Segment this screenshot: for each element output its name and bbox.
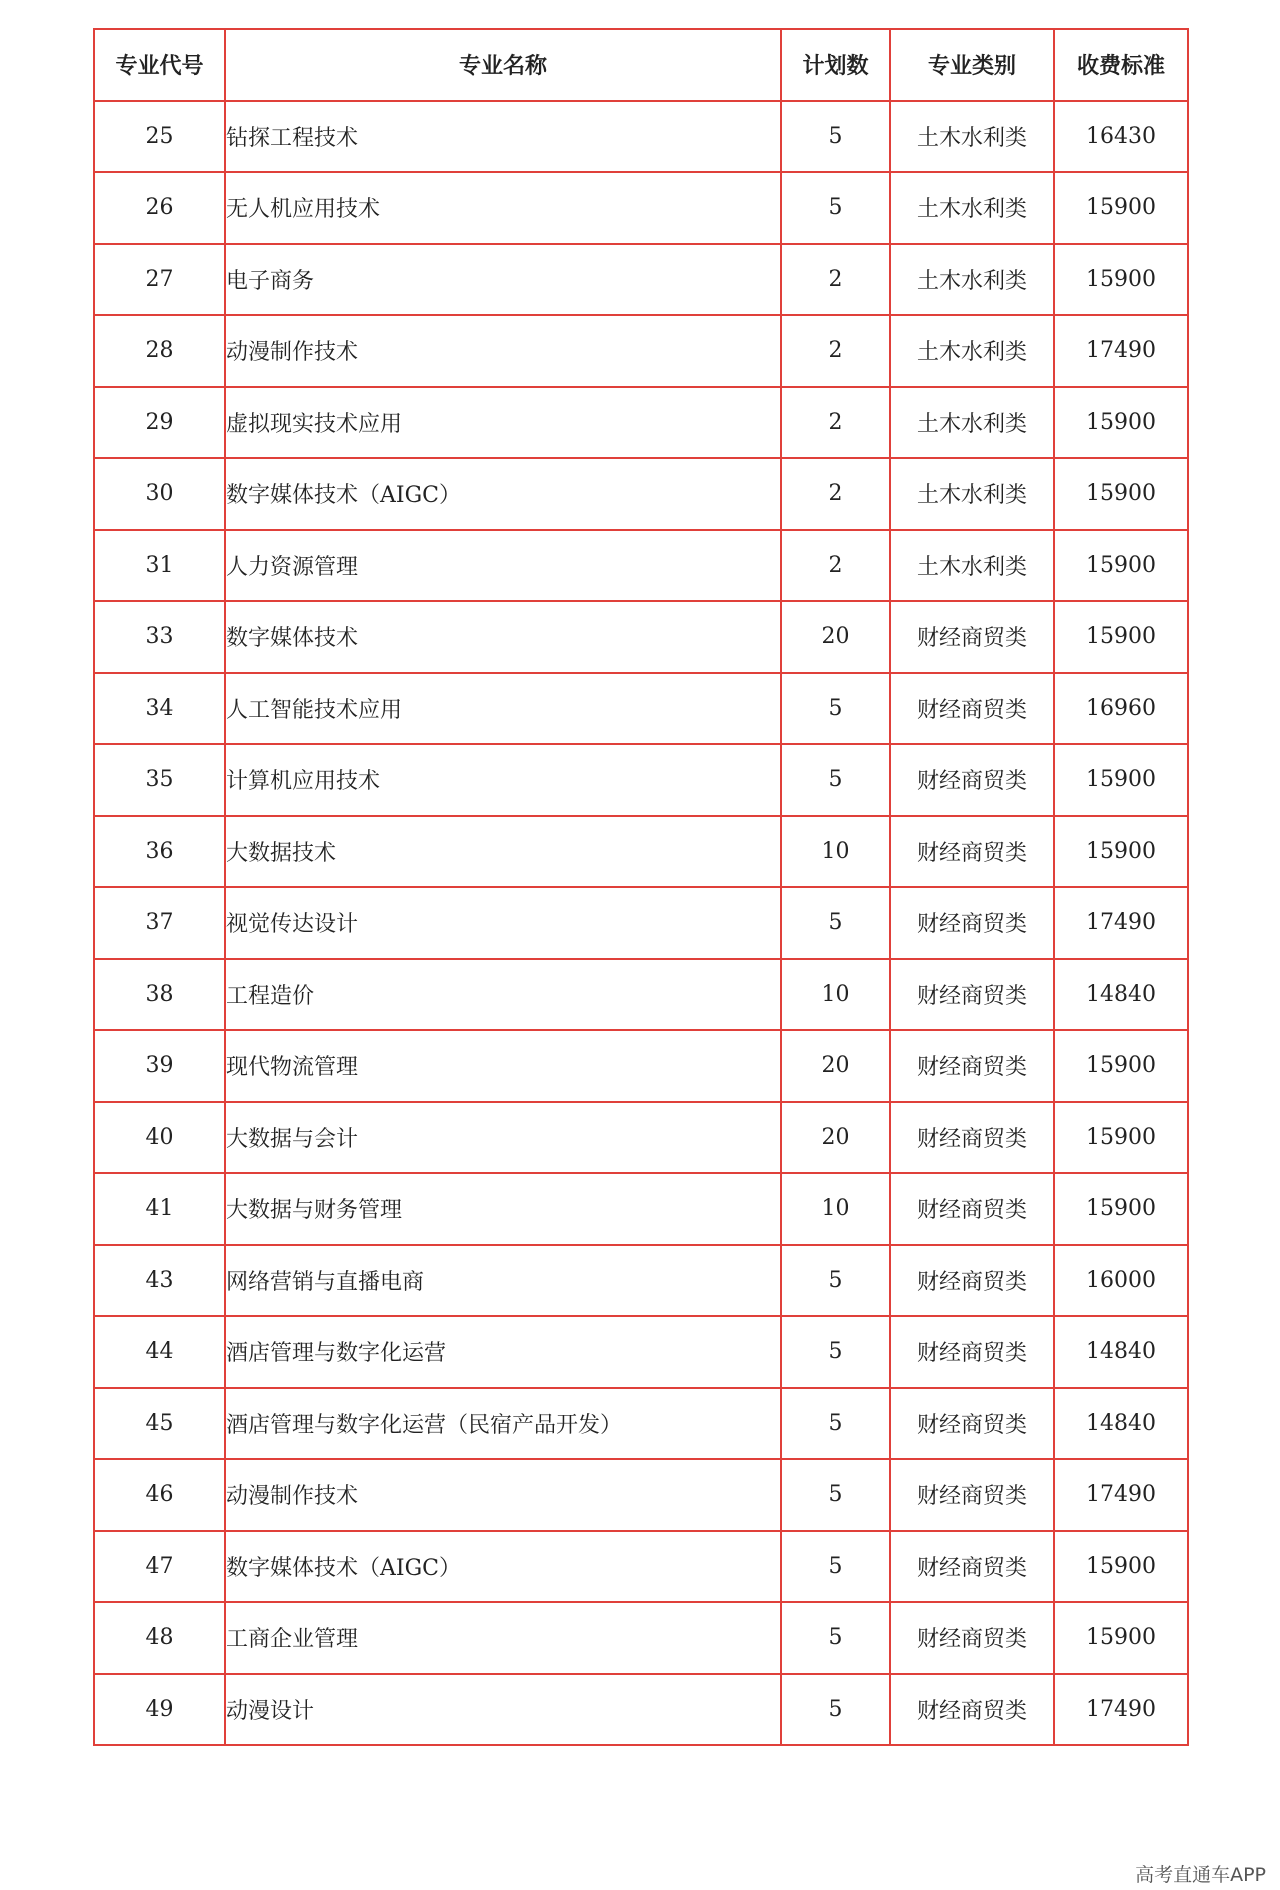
cell-count: 20: [781, 1030, 890, 1102]
cell-code: 45: [94, 1388, 225, 1460]
cell-fee: 14840: [1054, 959, 1188, 1031]
table-row: [94, 744, 1188, 816]
cell-count: 5: [781, 1316, 890, 1388]
table-row: [94, 1173, 1188, 1245]
cell-count: 10: [781, 1173, 890, 1245]
cell-category: 财经商贸类: [890, 673, 1054, 745]
cell-category: 财经商贸类: [890, 601, 1054, 673]
table-row: [94, 1674, 1188, 1746]
cell-fee: 16430: [1054, 101, 1188, 173]
cell-code: 27: [94, 244, 225, 316]
cell-fee: 17490: [1054, 887, 1188, 959]
cell-category: 财经商贸类: [890, 816, 1054, 888]
table-row: [94, 530, 1188, 602]
cell-fee: 17490: [1054, 315, 1188, 387]
cell-name: 人工智能技术应用: [225, 673, 781, 745]
cell-category: 财经商贸类: [890, 1674, 1054, 1746]
header-count: 计划数: [781, 29, 890, 101]
cell-count: 2: [781, 244, 890, 316]
cell-code: 40: [94, 1102, 225, 1174]
cell-code: 29: [94, 387, 225, 459]
cell-category: 土木水利类: [890, 172, 1054, 244]
cell-code: 35: [94, 744, 225, 816]
cell-code: 46: [94, 1459, 225, 1531]
cell-code: 43: [94, 1245, 225, 1317]
table-row: [94, 1245, 1188, 1317]
cell-count: 20: [781, 601, 890, 673]
cell-count: 10: [781, 959, 890, 1031]
header-name: 专业名称: [225, 29, 781, 101]
cell-fee: 17490: [1054, 1459, 1188, 1531]
cell-code: 28: [94, 315, 225, 387]
cell-name: 视觉传达设计: [225, 887, 781, 959]
cell-code: 37: [94, 887, 225, 959]
cell-count: 2: [781, 387, 890, 459]
table-row: [94, 1316, 1188, 1388]
cell-count: 5: [781, 1459, 890, 1531]
table-row: [94, 1030, 1188, 1102]
cell-category: 财经商贸类: [890, 1388, 1054, 1460]
cell-count: 5: [781, 1531, 890, 1603]
cell-category: 土木水利类: [890, 101, 1054, 173]
cell-fee: 15900: [1054, 1030, 1188, 1102]
cell-fee: 16960: [1054, 673, 1188, 745]
cell-count: 2: [781, 458, 890, 530]
cell-category: 财经商贸类: [890, 1531, 1054, 1603]
cell-name: 网络营销与直播电商: [225, 1245, 781, 1317]
table-body: [94, 101, 1188, 1746]
cell-code: 31: [94, 530, 225, 602]
cell-name: 数字媒体技术: [225, 601, 781, 673]
table-header-row: [94, 29, 1188, 101]
cell-name: 大数据与财务管理: [225, 1173, 781, 1245]
cell-category: 土木水利类: [890, 458, 1054, 530]
cell-code: 49: [94, 1674, 225, 1746]
header-fee: 收费标准: [1054, 29, 1188, 101]
cell-code: 41: [94, 1173, 225, 1245]
cell-category: 财经商贸类: [890, 1602, 1054, 1674]
cell-fee: 14840: [1054, 1316, 1188, 1388]
cell-name: 工程造价: [225, 959, 781, 1031]
cell-count: 5: [781, 1245, 890, 1317]
watermark-text: 高考直通车APP: [1135, 1864, 1266, 1886]
table-row: [94, 673, 1188, 745]
cell-category: 财经商贸类: [890, 744, 1054, 816]
cell-count: 5: [781, 1602, 890, 1674]
cell-code: 26: [94, 172, 225, 244]
cell-code: 33: [94, 601, 225, 673]
cell-name: 计算机应用技术: [225, 744, 781, 816]
cell-fee: 15900: [1054, 601, 1188, 673]
cell-fee: 15900: [1054, 1531, 1188, 1603]
cell-count: 5: [781, 887, 890, 959]
cell-count: 5: [781, 172, 890, 244]
cell-name: 钻探工程技术: [225, 101, 781, 173]
cell-fee: 15900: [1054, 244, 1188, 316]
cell-category: 财经商贸类: [890, 959, 1054, 1031]
cell-category: 土木水利类: [890, 315, 1054, 387]
cell-code: 47: [94, 1531, 225, 1603]
cell-count: 5: [781, 1388, 890, 1460]
cell-code: 44: [94, 1316, 225, 1388]
cell-count: 20: [781, 1102, 890, 1174]
cell-category: 财经商贸类: [890, 887, 1054, 959]
cell-code: 38: [94, 959, 225, 1031]
cell-name: 数字媒体技术（AIGC）: [225, 1531, 781, 1603]
cell-fee: 15900: [1054, 458, 1188, 530]
cell-name: 动漫设计: [225, 1674, 781, 1746]
cell-name: 大数据与会计: [225, 1102, 781, 1174]
cell-fee: 15900: [1054, 387, 1188, 459]
cell-code: 36: [94, 816, 225, 888]
cell-count: 2: [781, 530, 890, 602]
cell-category: 财经商贸类: [890, 1245, 1054, 1317]
cell-name: 电子商务: [225, 244, 781, 316]
table-row: [94, 172, 1188, 244]
table-row: [94, 101, 1188, 173]
table-row: [94, 959, 1188, 1031]
cell-category: 土木水利类: [890, 244, 1054, 316]
cell-name: 动漫制作技术: [225, 1459, 781, 1531]
majors-table: [93, 28, 1189, 1746]
cell-category: 财经商贸类: [890, 1173, 1054, 1245]
cell-code: 39: [94, 1030, 225, 1102]
cell-fee: 15900: [1054, 1173, 1188, 1245]
cell-category: 土木水利类: [890, 387, 1054, 459]
cell-name: 动漫制作技术: [225, 315, 781, 387]
table-row: [94, 601, 1188, 673]
cell-count: 5: [781, 744, 890, 816]
table-row: [94, 244, 1188, 316]
cell-fee: 14840: [1054, 1388, 1188, 1460]
cell-category: 财经商贸类: [890, 1316, 1054, 1388]
cell-fee: 15900: [1054, 816, 1188, 888]
cell-name: 现代物流管理: [225, 1030, 781, 1102]
cell-category: 财经商贸类: [890, 1030, 1054, 1102]
header-category: 专业类别: [890, 29, 1054, 101]
table-row: [94, 1459, 1188, 1531]
cell-name: 无人机应用技术: [225, 172, 781, 244]
cell-code: 34: [94, 673, 225, 745]
table-row: [94, 1388, 1188, 1460]
cell-fee: 16000: [1054, 1245, 1188, 1317]
cell-name: 酒店管理与数字化运营（民宿产品开发）: [225, 1388, 781, 1460]
cell-fee: 15900: [1054, 530, 1188, 602]
cell-count: 5: [781, 101, 890, 173]
cell-name: 大数据技术: [225, 816, 781, 888]
table-row: [94, 1102, 1188, 1174]
cell-code: 25: [94, 101, 225, 173]
cell-fee: 15900: [1054, 744, 1188, 816]
cell-name: 人力资源管理: [225, 530, 781, 602]
cell-count: 2: [781, 315, 890, 387]
cell-count: 10: [781, 816, 890, 888]
cell-fee: 15900: [1054, 1602, 1188, 1674]
table-row: [94, 1602, 1188, 1674]
cell-category: 财经商贸类: [890, 1102, 1054, 1174]
cell-code: 30: [94, 458, 225, 530]
table-row: [94, 458, 1188, 530]
header-code: 专业代号: [94, 29, 225, 101]
cell-name: 虚拟现实技术应用: [225, 387, 781, 459]
cell-name: 工商企业管理: [225, 1602, 781, 1674]
table-row: [94, 1531, 1188, 1603]
cell-fee: 15900: [1054, 1102, 1188, 1174]
table-row: [94, 887, 1188, 959]
table-row: [94, 387, 1188, 459]
cell-count: 5: [781, 1674, 890, 1746]
cell-category: 土木水利类: [890, 530, 1054, 602]
cell-name: 数字媒体技术（AIGC）: [225, 458, 781, 530]
cell-count: 5: [781, 673, 890, 745]
cell-name: 酒店管理与数字化运营: [225, 1316, 781, 1388]
cell-fee: 17490: [1054, 1674, 1188, 1746]
table-row: [94, 315, 1188, 387]
cell-fee: 15900: [1054, 172, 1188, 244]
cell-code: 48: [94, 1602, 225, 1674]
table-row: [94, 816, 1188, 888]
cell-category: 财经商贸类: [890, 1459, 1054, 1531]
